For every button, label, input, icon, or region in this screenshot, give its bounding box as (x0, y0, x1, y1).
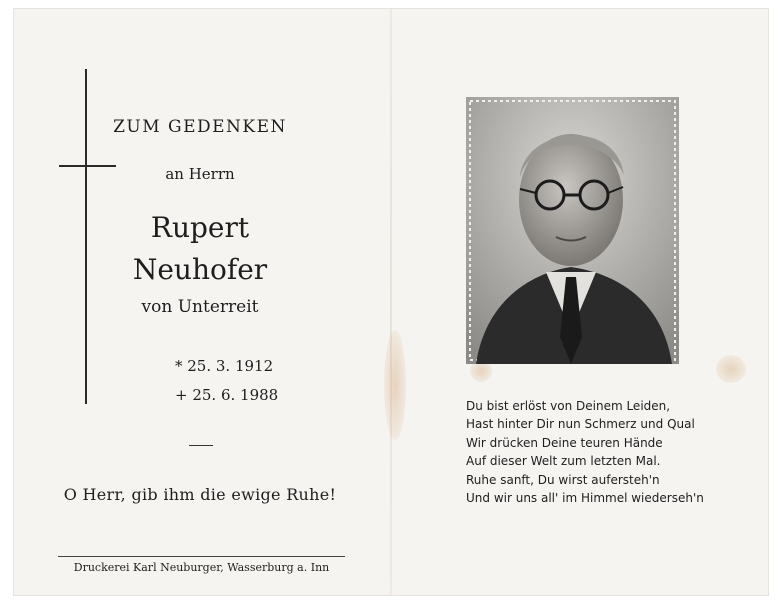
heading: ZUM GEDENKEN (113, 117, 287, 137)
printer-credit: Druckerei Karl Neuburger, Wasserburg a. Inn (73, 561, 330, 574)
card-fold (390, 9, 392, 595)
poem-line: Auf dieser Welt zum letzten Mal. (466, 454, 661, 469)
poem-line: Ruhe sanft, Du wirst aufersteh'n (466, 472, 660, 487)
poem-line: Du bist erlöst von Deinem Leiden, (466, 399, 671, 413)
origin: von Unterreit (141, 297, 259, 317)
poem-line: Und wir uns all' im Himmel wiederseh'n (466, 491, 704, 506)
death-date: + 25. 6. 1988 (175, 386, 279, 404)
intro-text: an Herrn (165, 165, 235, 183)
birth-date: * 25. 3. 1912 (175, 357, 274, 375)
poem-line: Wir drücken Deine teuren Hände (466, 435, 663, 450)
first-name: Rupert (150, 211, 250, 244)
footer-rule (58, 556, 345, 557)
last-name: Neuhofer (132, 253, 268, 286)
stain (716, 355, 746, 383)
portrait-photo (466, 97, 679, 364)
poem (466, 397, 704, 507)
stain (384, 330, 406, 440)
poem-line: Hast hinter Dir nun Schmerz und Qual (466, 417, 695, 432)
divider-dash (189, 445, 213, 446)
prayer-line: O Herr, gib ihm die ewige Ruhe! (63, 485, 337, 504)
